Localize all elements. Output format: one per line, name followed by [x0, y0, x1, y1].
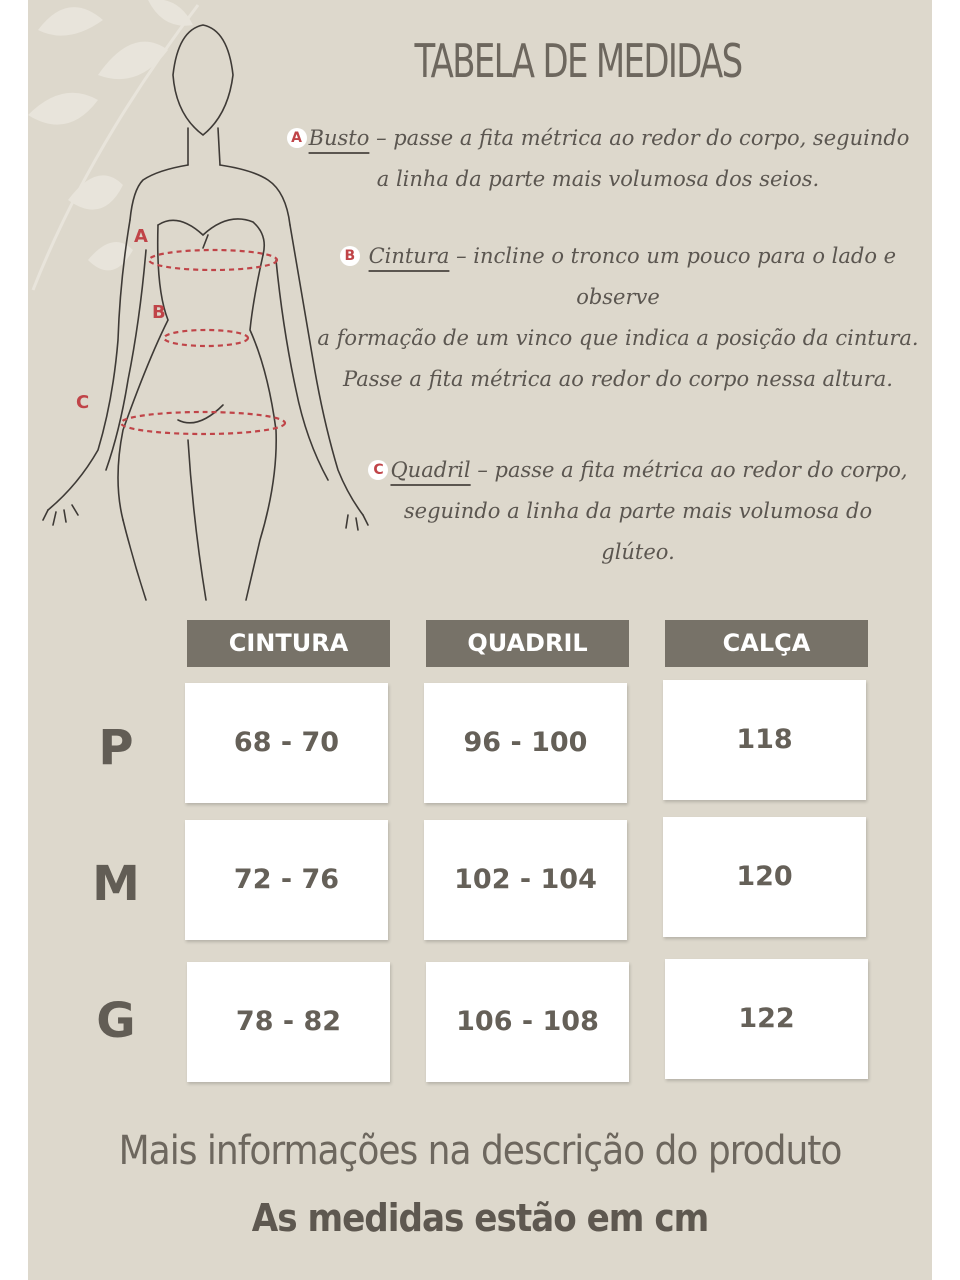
instruction-busto-line2: a linha da parte mais volumosa dos seios. — [376, 167, 820, 191]
size-label-m: M — [92, 856, 140, 912]
cell-m-quadril: 102 - 104 — [424, 820, 627, 940]
footer-units: As medidas estão em cm — [251, 1196, 709, 1240]
figure-label-b: B — [152, 302, 166, 323]
instruction-cintura-line2: observe — [576, 285, 660, 309]
header-quadril: QUADRIL — [426, 620, 629, 667]
header-cintura: CINTURA — [187, 620, 390, 667]
instruction-quadril-line1: – passe a fita métrica ao redor do corpo, — [470, 458, 908, 482]
cell-p-quadril: 96 - 100 — [424, 683, 627, 803]
badge-c: C — [368, 460, 388, 480]
instruction-cintura-line1: – incline o tronco um pouco para o lado e — [449, 244, 897, 268]
instruction-cintura-line3: a formação de um vinco que indica a posição da cintura. — [317, 326, 919, 350]
cell-p-cintura: 68 - 70 — [185, 683, 388, 803]
cell-g-cintura: 78 - 82 — [187, 962, 390, 1082]
term-busto: Busto — [308, 126, 370, 150]
cell-p-calca: 118 — [663, 680, 866, 800]
cell-m-cintura: 72 - 76 — [185, 820, 388, 940]
figure-label-c: C — [76, 392, 90, 413]
instruction-busto — [278, 118, 918, 200]
figure-label-a: A — [134, 226, 148, 247]
cell-g-quadril: 106 - 108 — [426, 962, 629, 1082]
term-quadril: Quadril — [390, 458, 471, 482]
instruction-busto-line1: – passe a fita métrica ao redor do corpo, seguindo — [369, 126, 910, 150]
page-title: TABELA DE MEDIDAS — [414, 34, 742, 88]
size-label-g: G — [96, 993, 136, 1049]
instruction-cintura — [308, 236, 928, 400]
instruction-quadril-line3: glúteo. — [601, 540, 675, 564]
size-label-p: P — [98, 720, 134, 776]
instruction-cintura-line4: Passe a fita métrica ao redor do corpo nessa altura. — [343, 367, 893, 391]
badge-b: B — [340, 246, 360, 266]
header-calca: CALÇA — [665, 620, 868, 667]
term-cintura: Cintura — [368, 244, 450, 268]
instruction-quadril-line2: seguindo a linha da parte mais volumosa do — [403, 499, 873, 523]
instruction-quadril — [358, 450, 918, 573]
cell-m-calca: 120 — [663, 817, 866, 937]
footer-info: Mais informações na descrição do produto — [118, 1128, 842, 1174]
size-chart-page — [28, 0, 932, 1280]
badge-a: A — [287, 128, 307, 148]
cell-g-calca: 122 — [665, 959, 868, 1079]
